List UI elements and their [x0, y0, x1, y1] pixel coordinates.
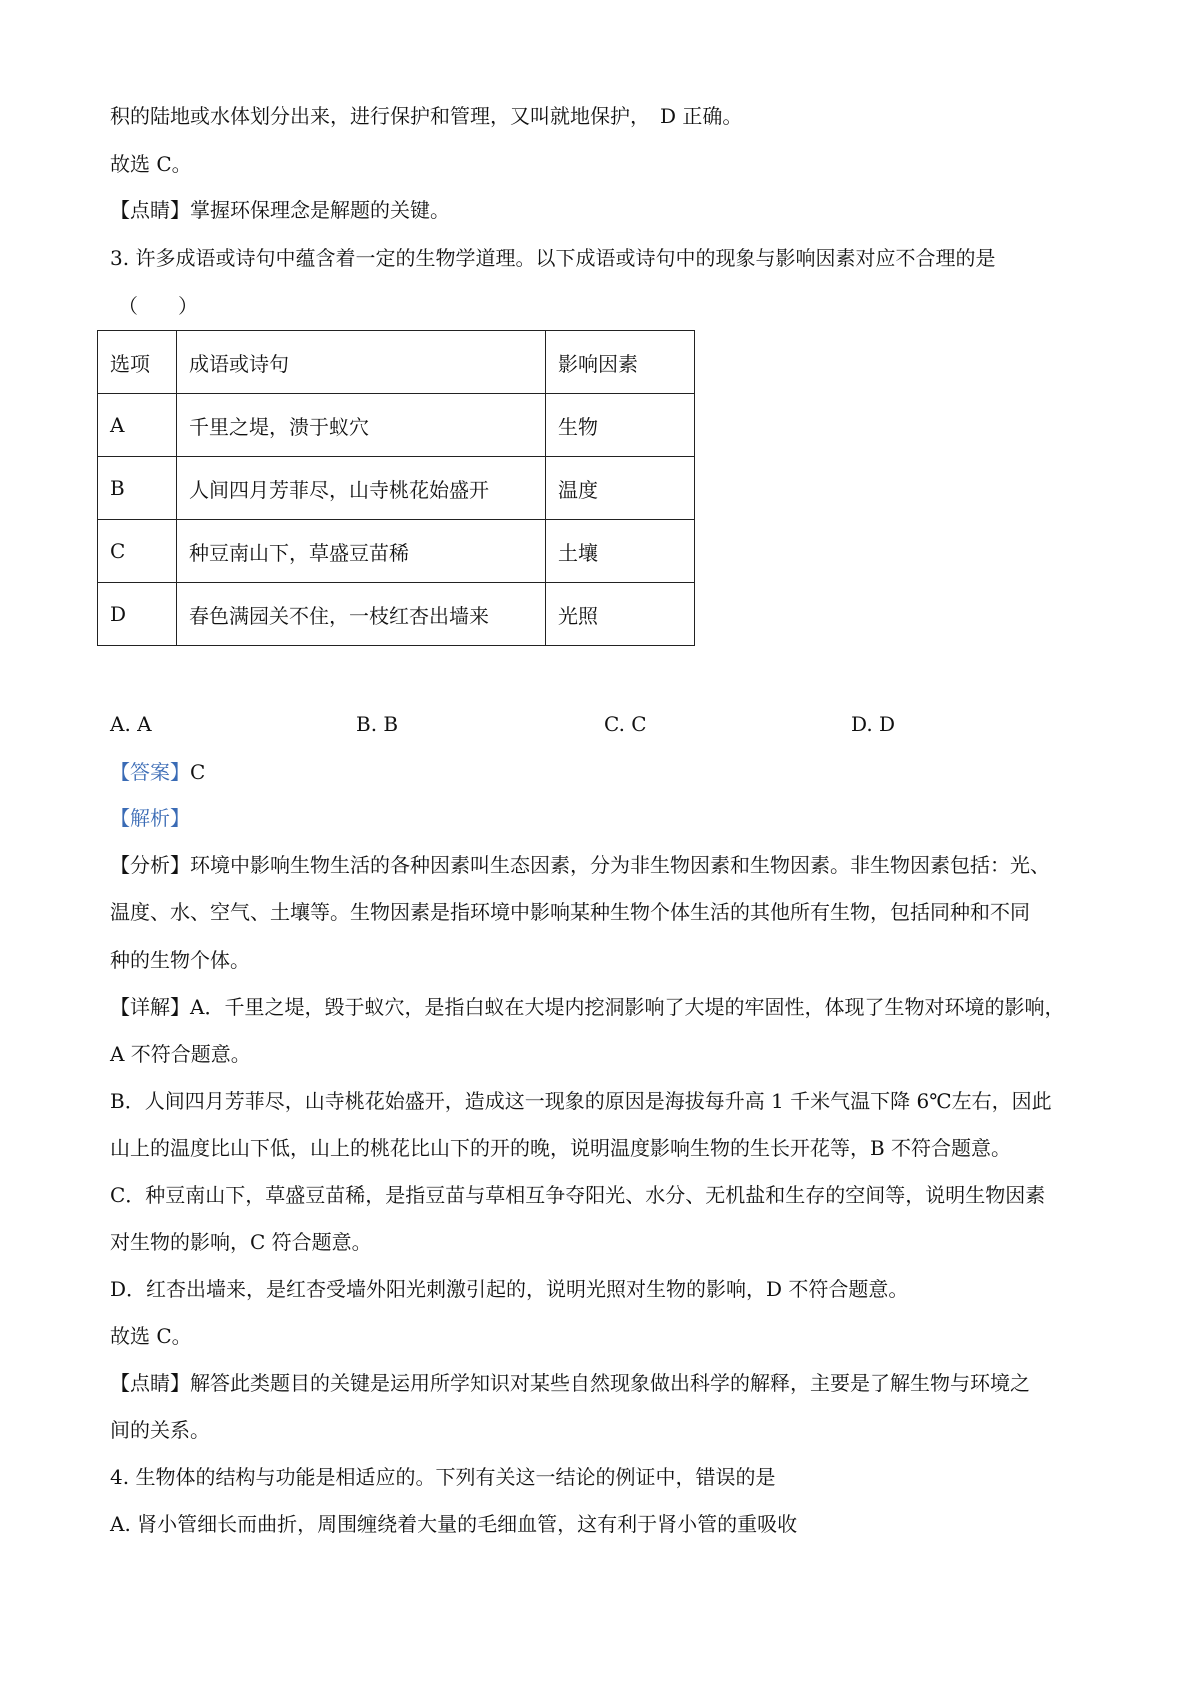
table-cell: 土壤 [546, 520, 695, 583]
fenxi-line-3: 种的生物个体。 [110, 948, 250, 972]
table-cell: 种豆南山下，草盛豆苗稀 [177, 520, 546, 583]
prev-dianjing: 【点睛】掌握环保理念是解题的关键。 [110, 198, 450, 222]
table-cell: 春色满园关不住，一枝红杏出墙来 [177, 583, 546, 646]
option-c: C. C [604, 712, 647, 736]
explain-b-line-1: B．人间四月芳菲尽，山寺桃花始盛开，造成这一现象的原因是海拔每升高 1 千米气温下降 6℃左右，因此 [110, 1089, 1052, 1113]
table-cell: A [98, 394, 177, 457]
table-cell: D [98, 583, 177, 646]
answer-label: 【答案】 [110, 760, 190, 784]
q3-answer [110, 760, 205, 784]
fenxi-line-1: 【分析】环境中影响生物生活的各种因素叫生态因素，分为非生物因素和生物因素。非生物因素包括：光、 [110, 853, 1050, 877]
explain-c-line-2: 对生物的影响，C 符合题意。 [110, 1230, 372, 1254]
table-header-cell: 影响因素 [546, 331, 695, 394]
option-a: A. A [110, 712, 152, 736]
explain-c-line-1: C．种豆南山下，草盛豆苗稀，是指豆苗与草相互争夺阳光、水分、无机盐和生存的空间等，说明生物因素 [110, 1183, 1046, 1207]
q4-stem: 4. 生物体的结构与功能是相适应的。下列有关这一结论的例证中，错误的是 [110, 1465, 776, 1489]
explain-d-line-1: D．红杏出墙来，是红杏受墙外阳光刺激引起的，说明光照对生物的影响，D 不符合题意。 [110, 1277, 909, 1301]
table-cell: 千里之堤，溃于蚁穴 [177, 394, 546, 457]
analysis-label: 【解析】 [110, 806, 190, 830]
table-cell: C [98, 520, 177, 583]
explain-b-line-2: 山上的温度比山下低，山上的桃花比山下的开的晚，说明温度影响生物的生长开花等，B 不符合题意。 [110, 1136, 1012, 1160]
table-row [98, 583, 695, 646]
table-cell: 温度 [546, 457, 695, 520]
q3-table [97, 330, 695, 646]
table-row [98, 457, 695, 520]
dianjing-line-2: 间的关系。 [110, 1418, 210, 1442]
q3-conclusion: 故选 C。 [110, 1324, 192, 1348]
prev-conclusion: 故选 C。 [110, 152, 192, 176]
table-cell: B [98, 457, 177, 520]
table-row [98, 520, 695, 583]
table-cell: 人间四月芳菲尽，山寺桃花始盛开 [177, 457, 546, 520]
option-b: B. B [356, 712, 399, 736]
table-cell: 光照 [546, 583, 695, 646]
table-row [98, 394, 695, 457]
q4-option-a: A. 肾小管细长而曲折，周围缠绕着大量的毛细血管，这有利于肾小管的重吸收 [110, 1512, 798, 1536]
xiangjie-line-2: A 不符合题意。 [110, 1042, 251, 1066]
q3-options [110, 712, 1010, 736]
prev-text-line-1: 积的陆地或水体划分出来，进行保护和管理，又叫就地保护， D 正确。 [110, 104, 743, 128]
answer-value: C [190, 760, 206, 784]
q3-stem-line-1: 3. 许多成语或诗句中蕴含着一定的生物学道理。以下成语或诗句中的现象与影响因素对应不合理的是 [110, 246, 996, 270]
table-header-row [98, 331, 695, 394]
table-header-cell: 成语或诗句 [177, 331, 546, 394]
table-cell: 生物 [546, 394, 695, 457]
table-header-cell: 选项 [98, 331, 177, 394]
dianjing-line-1: 【点睛】解答此类题目的关键是运用所学知识对某些自然现象做出科学的解释，主要是了解生物与环境之 [110, 1371, 1030, 1395]
option-d: D. D [851, 712, 896, 736]
fenxi-line-2: 温度、水、空气、土壤等。生物因素是指环境中影响某种生物个体生活的其他所有生物，包括同种和不同 [110, 900, 1030, 924]
q3-answer-blank: （ ） [118, 294, 198, 318]
xiangjie-line-1: 【详解】A．千里之堤，毁于蚁穴，是指白蚁在大堤内挖洞影响了大堤的牢固性，体现了生物对环境的影响， [110, 995, 1065, 1019]
